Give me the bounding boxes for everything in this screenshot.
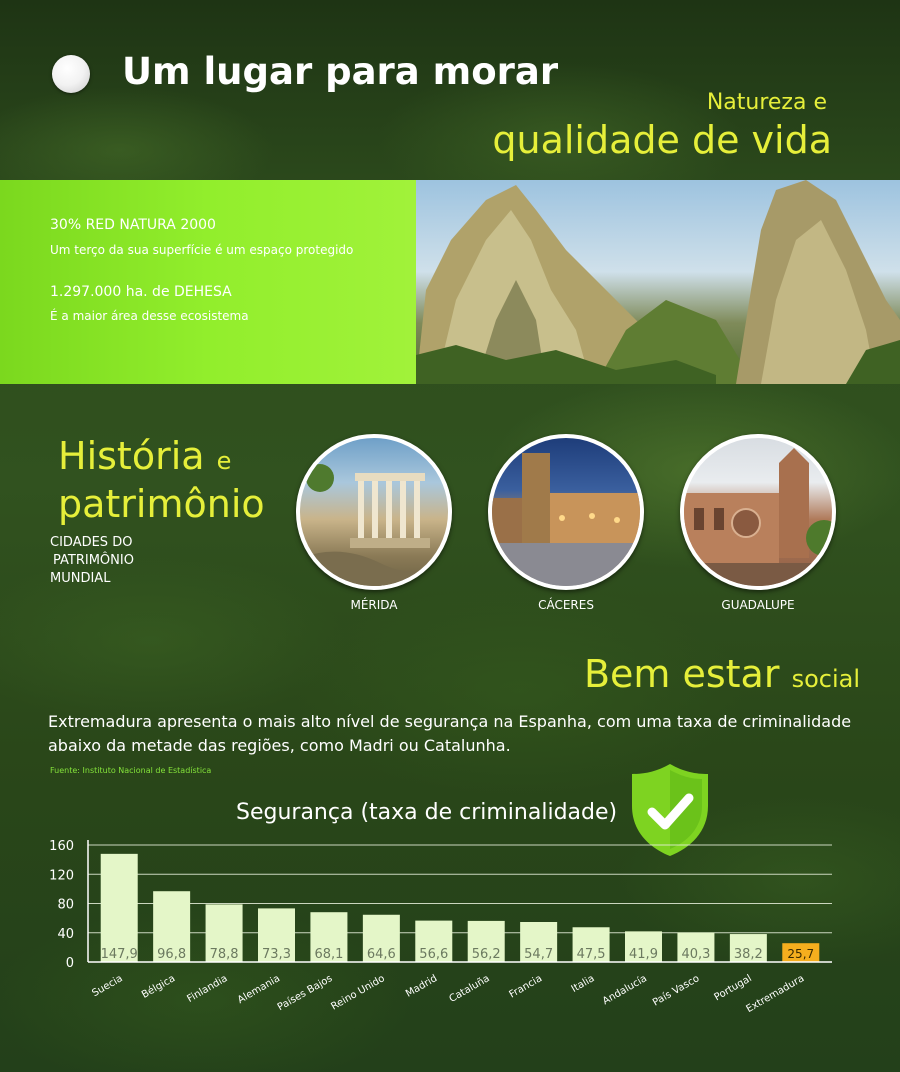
- x-tick-label-3: Alemania: [235, 973, 282, 1007]
- bar-0: [101, 854, 138, 962]
- bar-value-label-10: 41,9: [629, 947, 658, 962]
- bar-value-label-7: 56,2: [471, 947, 501, 962]
- x-tick-label-4: Países Bajos: [275, 973, 335, 1014]
- bar-value-label-3: 73,3: [262, 947, 291, 962]
- bar-value-label-12: 38,2: [733, 947, 763, 962]
- x-tick-label-12: Portugal: [712, 973, 754, 1004]
- nature-stat-2-desc: É a maior área desse ecosistema: [50, 309, 249, 323]
- safety-paragraph: Extremadura apresenta o mais alto nível de segurança na Espanha, com uma taxa de criminalidade abaixo da metade das regiões, como Madri ou Catalunha.: [48, 712, 852, 755]
- nature-stat-1-title: 30% RED NATURA 2000: [50, 217, 216, 233]
- bar-value-label-11: 40,3: [681, 947, 711, 962]
- history-heading-line1: História: [58, 434, 205, 478]
- world-heritage-label-line3: MUNDIAL: [50, 571, 111, 586]
- x-tick-label-13: Extremadura: [744, 973, 807, 1016]
- caceres-photo: [488, 434, 644, 590]
- bar-value-label-9: 47,5: [576, 947, 606, 962]
- x-tick-label-11: País Vasco: [650, 973, 702, 1009]
- bar-value-label-0: 147,9: [100, 947, 138, 962]
- title-bullet-icon: [52, 55, 90, 93]
- x-tick-label-7: Cataluña: [447, 973, 492, 1005]
- bar-value-label-13: 25,7: [787, 947, 815, 961]
- page-title: Um lugar para morar: [122, 50, 559, 93]
- nature-stat-2-title: 1.297.000 ha. de DEHESA: [50, 284, 232, 300]
- bar-value-label-8: 54,7: [524, 947, 554, 962]
- nature-stat-1-desc: Um terço da sua superfície é um espaço protegido: [50, 243, 354, 257]
- history-heading: [58, 435, 265, 526]
- world-heritage-label: [50, 534, 134, 588]
- bar-value-label-2: 78,8: [209, 947, 239, 962]
- world-heritage-label-line1: CIDADES DO: [50, 535, 133, 550]
- nature-heading-small: Natureza e: [706, 90, 827, 115]
- x-tick-label-0: Suecia: [90, 973, 125, 1000]
- bar-value-label-4: 68,1: [314, 947, 344, 962]
- y-tick-label-80: 80: [57, 897, 74, 913]
- y-tick-label-40: 40: [57, 926, 74, 942]
- nature-heading: qualidade de vida: [492, 118, 832, 162]
- city-label-guadalupe: GUADALUPE: [721, 598, 795, 612]
- y-tick-label-120: 120: [49, 868, 74, 884]
- chart-title: Segurança (taxa de criminalidade): [236, 800, 618, 825]
- world-heritage-label-line2: PATRIMÔNIO: [53, 553, 134, 568]
- crime-rate-bar-chart: [0, 830, 900, 1060]
- x-tick-label-9: Italia: [569, 973, 597, 995]
- nature-stats-band: [0, 180, 416, 384]
- y-tick-label-160: 160: [49, 839, 74, 854]
- x-tick-label-6: Madrid: [404, 973, 440, 1000]
- merida-photo: [296, 434, 452, 590]
- guadalupe-photo: [680, 434, 836, 590]
- social-heading: [584, 652, 860, 696]
- city-label-merida: MÉRIDA: [350, 598, 398, 612]
- bar-value-label-5: 64,6: [366, 947, 396, 962]
- social-heading-small: social: [791, 665, 860, 693]
- x-tick-label-5: Reino Unido: [329, 973, 387, 1013]
- x-tick-label-1: Bélgica: [139, 973, 178, 1001]
- bar-value-label-1: 96,8: [157, 947, 187, 962]
- x-tick-label-2: Finlandia: [185, 973, 230, 1005]
- source-note: Fuente: Instituto Nacional de Estadística: [50, 766, 212, 775]
- city-label-caceres: CÁCERES: [538, 598, 594, 612]
- x-tick-label-10: Andalucía: [600, 973, 649, 1008]
- social-heading-big: Bem estar: [583, 652, 780, 696]
- history-heading-connector: e: [216, 447, 232, 475]
- y-tick-label-0: 0: [65, 956, 74, 971]
- history-heading-line2: patrimônio: [58, 482, 265, 526]
- x-tick-label-8: Francia: [507, 973, 545, 1001]
- rocky-mountains-photo: [416, 180, 900, 384]
- bar-value-label-6: 56,6: [419, 947, 449, 962]
